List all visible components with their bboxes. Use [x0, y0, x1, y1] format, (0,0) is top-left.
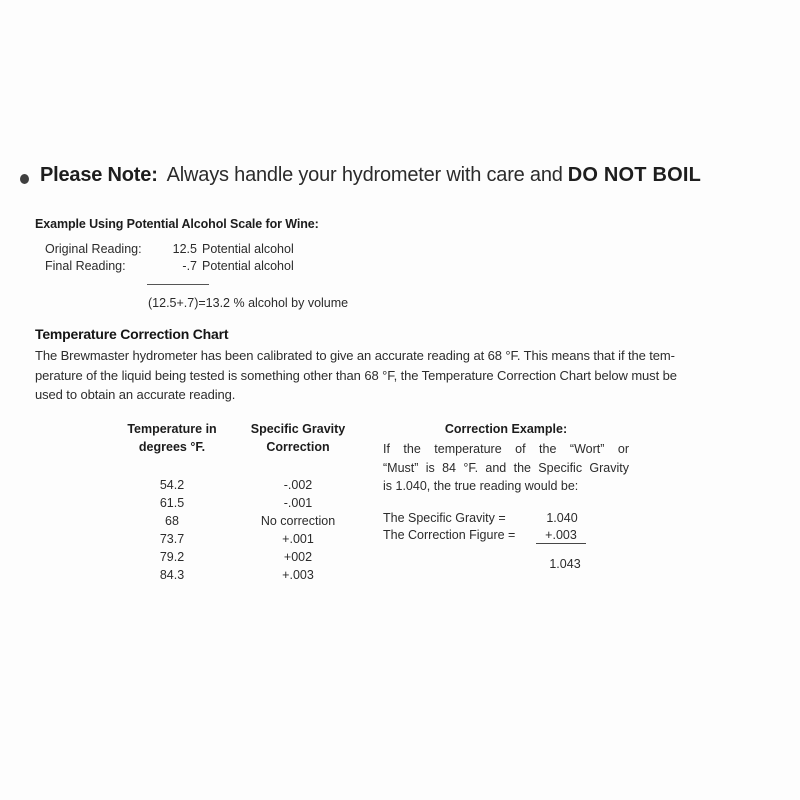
- correction-cell: +.001: [282, 532, 314, 546]
- correction-example-section: [383, 420, 629, 571]
- correction-figure-label: The Correction Figure =: [383, 528, 516, 542]
- temperature-header-line2: degrees °F.: [138, 440, 206, 454]
- correction-cell: -.001: [283, 496, 313, 510]
- table-row: [116, 476, 362, 494]
- final-reading-label: Final Reading:: [45, 259, 126, 273]
- temperature-cell: 73.7: [159, 532, 185, 546]
- temperature-cell: 84.3: [159, 568, 185, 582]
- paragraph-line: perature of the liquid being tested is something other than 68 °F, the Temperature Correction Chart below must be: [35, 367, 677, 383]
- original-reading-unit: Potential alcohol: [202, 242, 294, 256]
- final-reading-row: [45, 258, 294, 275]
- correction-example-line: is 1.040, the true reading would be:: [383, 479, 579, 493]
- gravity-correction-column-header: [234, 420, 362, 456]
- final-reading-unit: Potential alcohol: [202, 259, 294, 273]
- original-reading-label: Original Reading:: [45, 242, 142, 256]
- temperature-cell: 61.5: [159, 496, 185, 510]
- temperature-cell: 79.2: [159, 550, 185, 564]
- alcohol-example-result: (12.5+.7)=13.2 % alcohol by volume: [148, 296, 349, 310]
- correction-example-line: “Must” is 84 °F. and the Specific Gravity: [383, 460, 629, 475]
- do-not-boil-warning: DO NOT BOIL: [567, 164, 702, 186]
- table-row: [116, 494, 362, 512]
- correction-equation: [383, 511, 629, 546]
- temperature-column-header: [116, 420, 228, 456]
- correction-example-line: If the temperature of the “Wort” or: [383, 442, 629, 456]
- original-reading-value: 12.5: [172, 242, 197, 256]
- table-row: [116, 530, 362, 548]
- temperature-cell: 68: [165, 514, 179, 528]
- table-row: [116, 548, 362, 566]
- original-reading-row: [45, 241, 294, 258]
- specific-gravity-row: [383, 511, 629, 529]
- correction-chart-title: Temperature Correction Chart: [35, 326, 229, 342]
- specific-gravity-value: 1.040: [546, 510, 578, 525]
- correction-figure-row: [383, 528, 629, 546]
- table-row: [116, 566, 362, 584]
- correction-cell: -.002: [283, 478, 313, 492]
- correction-example-body: [383, 440, 629, 496]
- bullet-icon: [20, 174, 29, 184]
- temperature-header-line1: Temperature in: [127, 422, 217, 436]
- paragraph-line: used to obtain an accurate reading.: [35, 387, 236, 402]
- final-reading-value: -.7: [182, 259, 197, 273]
- please-note-body: Always handle your hydrometer with care and: [166, 164, 563, 186]
- alcohol-example-rows: [45, 241, 294, 275]
- correction-chart-paragraph: [35, 346, 677, 405]
- corrected-reading-result: 1.043: [549, 556, 581, 571]
- correction-cell: No correction: [260, 514, 336, 528]
- temperature-cell: 54.2: [159, 478, 185, 492]
- table-row: [116, 512, 362, 530]
- correction-table: [116, 476, 362, 584]
- please-note-header: [40, 164, 701, 187]
- please-note-label: Please Note:: [40, 164, 158, 186]
- paragraph-line: The Brewmaster hydrometer has been calibrated to give an accurate reading at 68 °F. This means that if the tem-: [35, 348, 675, 363]
- specific-gravity-label: The Specific Gravity =: [383, 510, 506, 525]
- correction-cell: +.003: [282, 568, 314, 582]
- subtraction-rule-line: [147, 284, 209, 285]
- gravity-header-line2: Correction: [266, 440, 330, 454]
- correction-figure-value: +.003: [536, 528, 586, 544]
- correction-example-title: Correction Example:: [444, 422, 568, 436]
- gravity-header-line1: Specific Gravity: [250, 422, 346, 436]
- correction-cell: +002: [283, 550, 313, 564]
- alcohol-example-title: Example Using Potential Alcohol Scale for Wine:: [35, 217, 319, 231]
